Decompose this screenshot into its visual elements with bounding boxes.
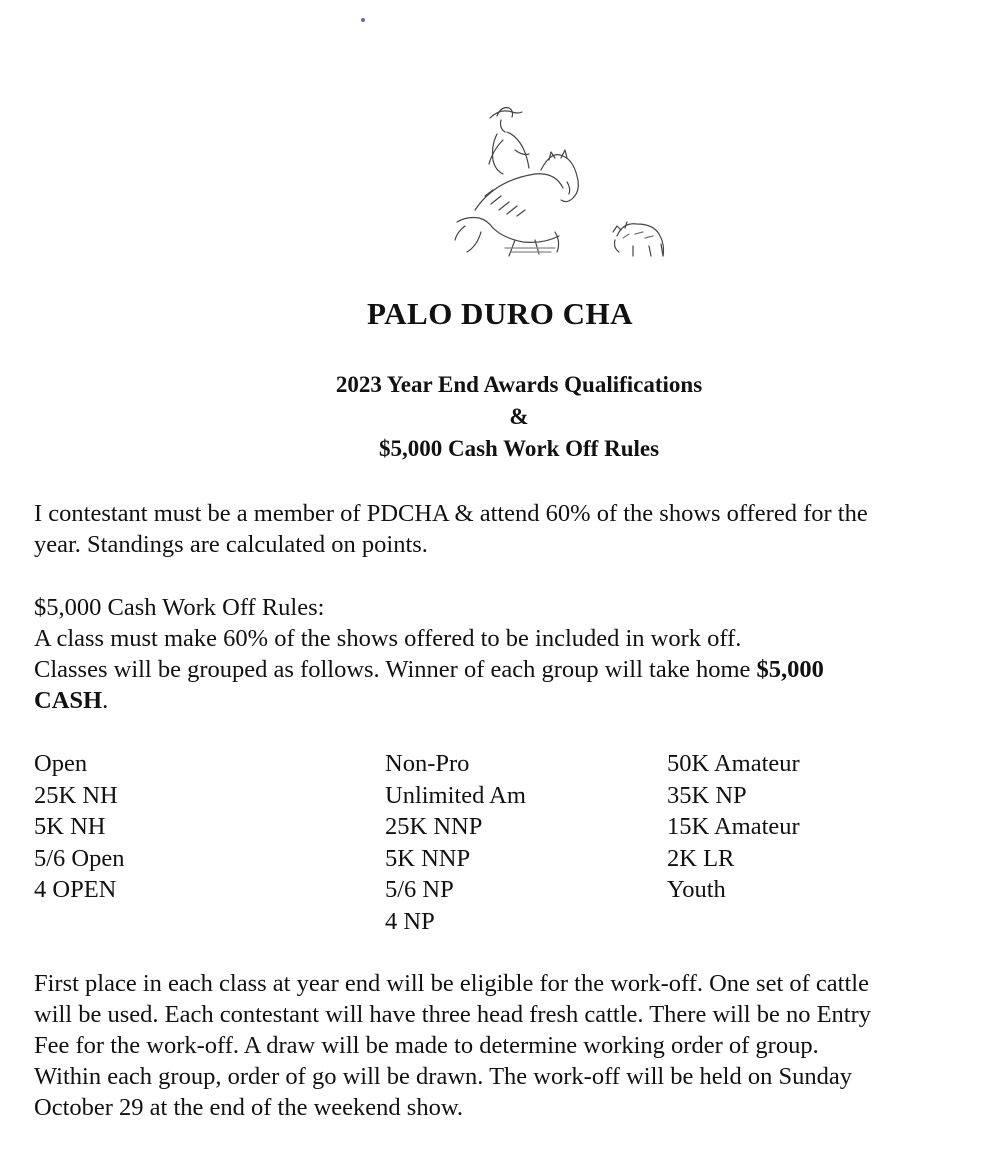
rules-line-3 bbox=[34, 685, 824, 716]
rules-heading: $5,000 Cash Work Off Rules: bbox=[34, 594, 325, 621]
rules-line-1: A class must make 60% of the shows offered to be included in work off. bbox=[34, 625, 742, 652]
cutting-horse-illustration bbox=[445, 100, 680, 260]
cash-label: CASH bbox=[34, 687, 103, 714]
group-item: 5/6 NP bbox=[385, 876, 454, 903]
group-column-2 bbox=[385, 748, 526, 937]
page-title: PALO DURO CHA bbox=[367, 296, 633, 331]
closing-line-3: Fee for the work-off. A draw will be made to determine working order of group. bbox=[34, 1032, 819, 1059]
cash-amount: $5,000 bbox=[756, 656, 824, 683]
subtitle-line-3: $5,000 Cash Work Off Rules bbox=[378, 436, 660, 461]
group-item: Open bbox=[34, 750, 88, 777]
group-item: 5K NH bbox=[34, 813, 106, 840]
group-item: 4 OPEN bbox=[34, 876, 117, 903]
rules-line-2 bbox=[34, 654, 824, 685]
decorative-dot bbox=[361, 18, 365, 22]
closing-line-5: October 29 at the end of the weekend show. bbox=[34, 1094, 464, 1121]
group-item: 50K Amateur bbox=[667, 750, 800, 777]
group-item: 2K LR bbox=[667, 844, 735, 872]
group-item: 5/6 Open bbox=[34, 844, 125, 872]
closing-line-1: First place in each class at year end will be eligible for the work-off. One set of cattle bbox=[34, 970, 869, 997]
group-item: 15K Amateur bbox=[667, 813, 800, 840]
group-item: 25K NNP bbox=[385, 813, 483, 840]
group-column-3 bbox=[667, 748, 800, 906]
group-item: 25K NH bbox=[34, 781, 118, 809]
intro-line-1: I contestant must be a member of PDCHA & attend 60% of the shows offered for the bbox=[34, 500, 868, 527]
closing-line-2: will be used. Each contestant will have three head fresh cattle. There will be no Entry bbox=[34, 1001, 872, 1028]
rules-line-3-period: . bbox=[102, 687, 109, 714]
subtitle-ampersand: & bbox=[509, 404, 529, 429]
group-item: Non-Pro bbox=[385, 750, 470, 777]
intro-line-2: year. Standings are calculated on points. bbox=[34, 531, 428, 558]
group-item: 4 NP bbox=[385, 907, 435, 935]
subtitle-line-1: 2023 Year End Awards Qualifications bbox=[335, 372, 703, 397]
closing-paragraph bbox=[34, 968, 871, 1123]
group-item: Unlimited Am bbox=[385, 781, 526, 809]
group-item: 5K NNP bbox=[385, 844, 471, 872]
rules-line-2-text: Classes will be grouped as follows. Winner of each group will take home bbox=[34, 656, 757, 683]
closing-line-4: Within each group, order of go will be drawn. The work-off will be held on Sunday bbox=[34, 1063, 852, 1090]
rules-paragraph bbox=[34, 592, 824, 716]
group-column-1 bbox=[34, 748, 125, 906]
group-item: 35K NP bbox=[667, 781, 747, 809]
group-item: Youth bbox=[667, 876, 726, 903]
intro-paragraph bbox=[34, 498, 868, 560]
